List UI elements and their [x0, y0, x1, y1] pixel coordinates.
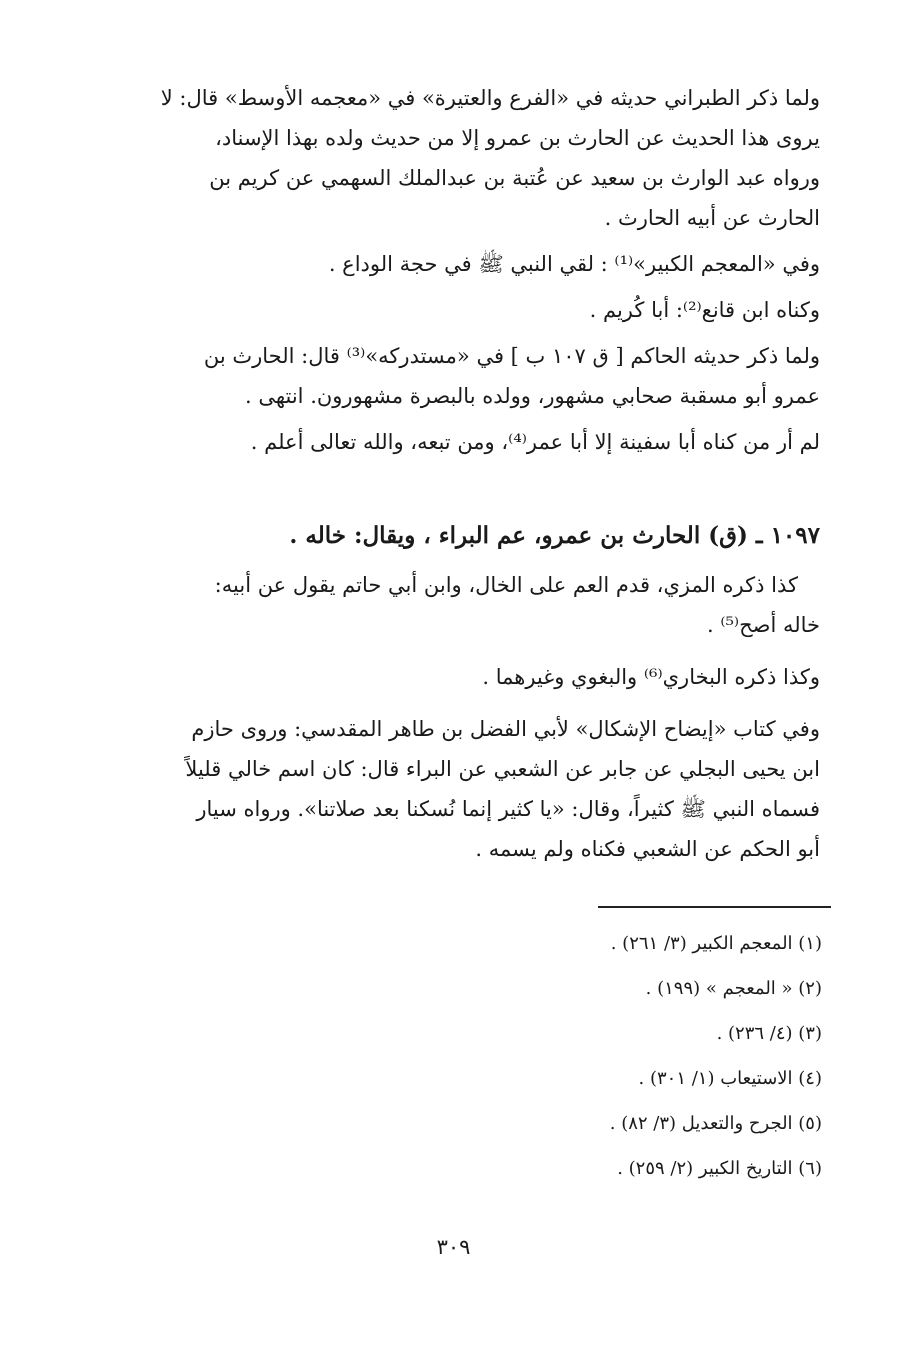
text-line: لم أر من كناه أبا سفينة إلا أبا عمر⁽⁴⁾، ومن تبعه، والله تعالى أعلم .: [250, 430, 820, 454]
text-line: فسماه النبي ﷺ كثيراً، وقال: «يا كثير إنما نُسكنا بعد صلاتنا». ورواه سيار: [196, 797, 820, 821]
text-line: أبو الحكم عن الشعبي فكناه ولم يسمه .: [475, 837, 820, 861]
paragraph: [125, 657, 820, 697]
text-line: ولما ذكر حديثه الحاكم [ ق ١٠٧ ب ] في «مستدركه»⁽³⁾ قال: الحارث بن: [203, 344, 820, 368]
text-line: عمرو أبو مسقبة صحابي مشهور، وولده بالبصرة مشهورون. انتهى .: [244, 384, 820, 408]
paragraph: [125, 78, 820, 238]
text-line: وكناه ابن قانع⁽²⁾: أبا كُريم .: [589, 298, 820, 322]
text-line: الحارث عن أبيه الحارث .: [604, 206, 820, 230]
text-line: وفي كتاب «إيضاح الإشكال» لأبي الفضل بن طاهر المقدسي: وروى حازم: [191, 717, 820, 741]
paragraph: [125, 422, 820, 462]
paragraph: [125, 336, 820, 416]
footnotes: [125, 925, 822, 1195]
footnote: (٣) (٤/ ٢٣٦) .: [716, 1023, 822, 1044]
footnote: (٦) التاريخ الكبير (٢/ ٢٥٩) .: [617, 1158, 822, 1179]
page-number: ٣٠٩: [436, 1235, 471, 1259]
footnote: (٥) الجرح والتعديل (٣/ ٨٢) .: [609, 1113, 822, 1134]
paragraph: [125, 244, 820, 284]
footnote: (١) المعجم الكبير (٣/ ٢٦١) .: [610, 933, 822, 954]
text-line: ابن يحيى البجلي عن جابر عن الشعبي عن البراء قال: كان اسم خالي قليلاً: [185, 757, 820, 781]
text-line: خاله أصح⁽⁵⁾ .: [706, 613, 820, 637]
paragraph: [125, 709, 820, 869]
text-line: وفي «المعجم الكبير»⁽¹⁾ : لقي النبي ﷺ في حجة الوداع .: [328, 252, 820, 276]
paragraph: [125, 565, 820, 645]
entry-heading: ١٠٩٧ ـ (ق) الحارث بن عمرو، عم البراء ، ويقال: خاله .: [289, 522, 820, 549]
footnote: (٢) « المعجم » (١٩٩) .: [645, 978, 822, 999]
text-line: كذا ذكره المزي، قدم العم على الخال، وابن أبي حاتم يقول عن أبيه:: [214, 573, 798, 597]
text-line: يروى هذا الحديث عن الحارث بن عمرو إلا من حديث ولده بهذا الإسناد،: [215, 126, 820, 150]
body-text-upper: [125, 78, 820, 462]
text-line: ورواه عبد الوارث بن سعيد عن عُتبة بن عبدالملك السهمي عن كريم بن: [209, 166, 820, 190]
text-line: وكذا ذكره البخاري⁽⁶⁾ والبغوي وغيرهما .: [482, 665, 820, 689]
text-line: ولما ذكر الطبراني حديثه في «الفرع والعتيرة» في «معجمه الأوسط» قال: لا: [160, 86, 820, 110]
body-text-lower: [125, 565, 820, 869]
footnote: (٤) الاستيعاب (١/ ٣٠١) .: [638, 1068, 822, 1089]
paragraph: [125, 290, 820, 330]
footnote-separator: [598, 906, 831, 908]
